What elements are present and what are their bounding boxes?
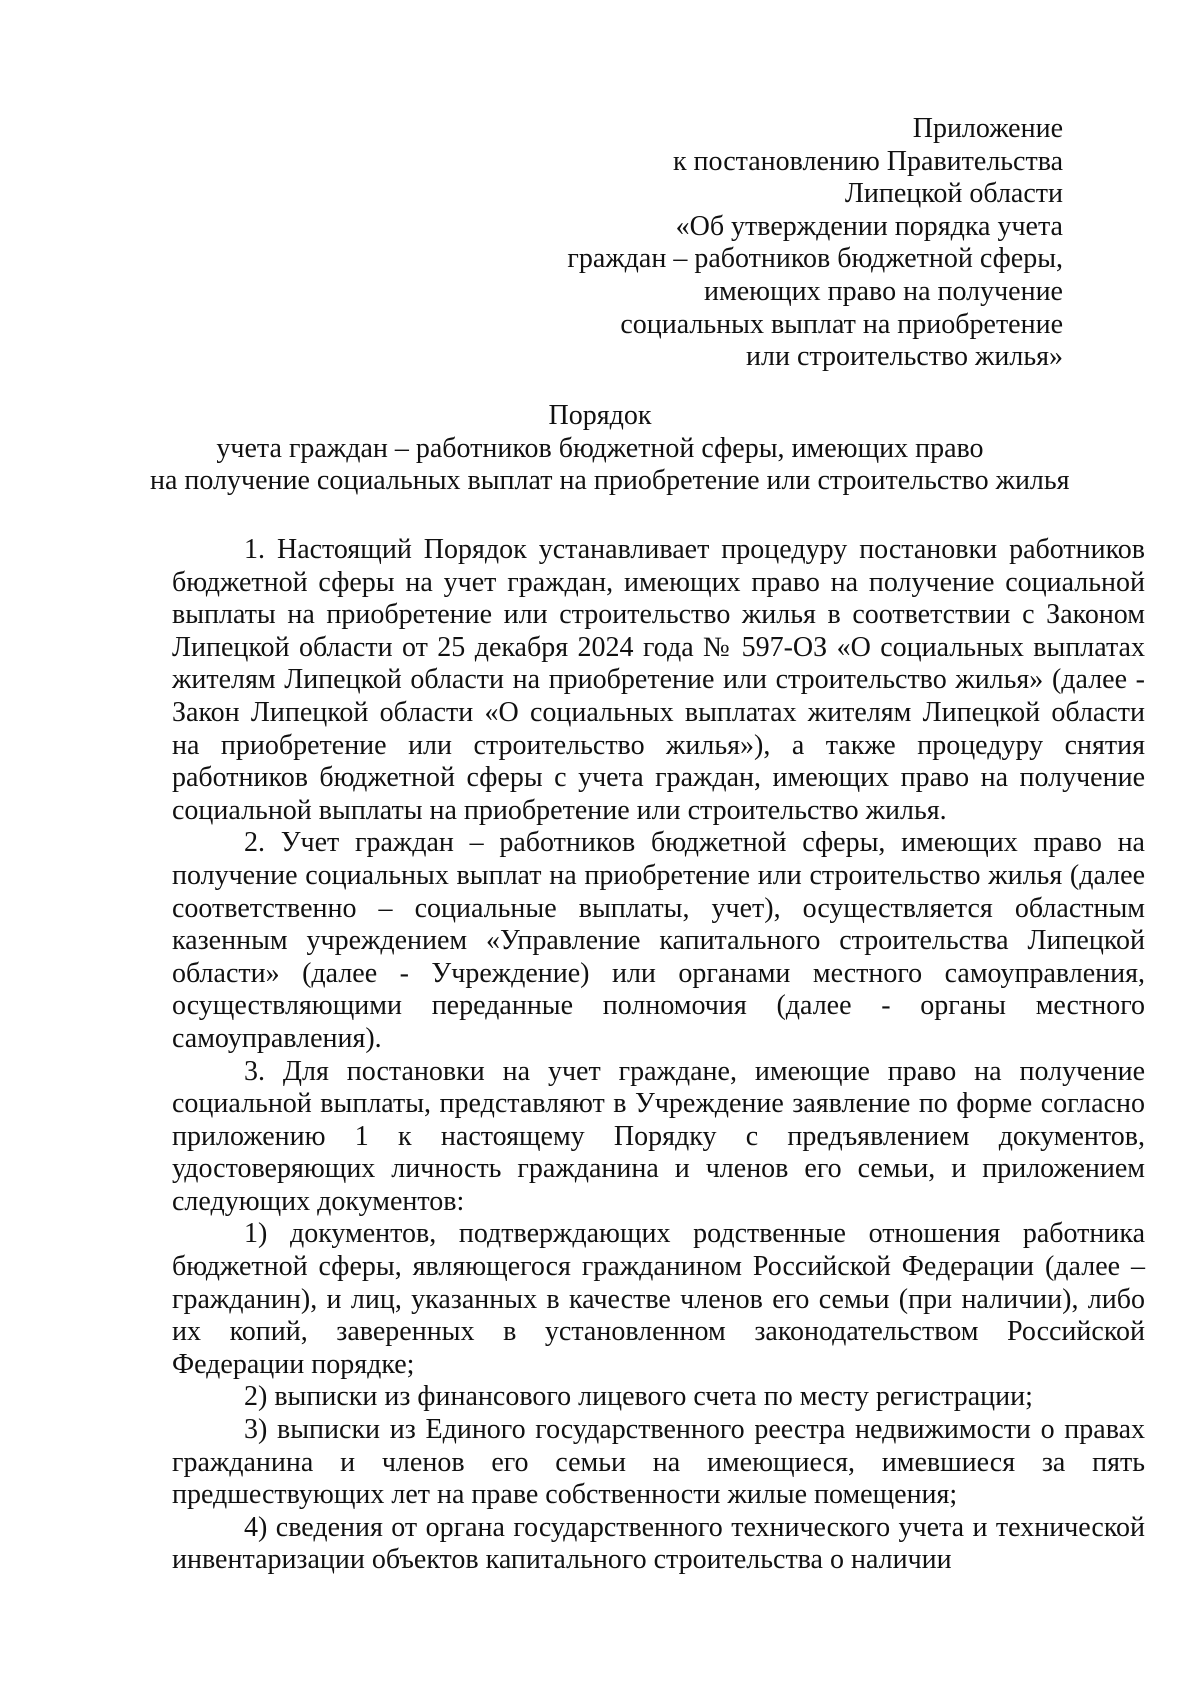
appendix-header [443,113,1063,374]
document-title [150,400,1070,498]
appendix-line: к постановлению Правительства [672,145,1063,177]
list-item-1: 1) документов, подтверждающих родственные отношения работника бюджетной сферы, являющегося гражданином Российской Федерации (далее – гражданин), и лиц, указанных в качестве членов его семьи (при наличии), либо их копий, заверенных в установленном законодательством Российской Федерации порядке; [172,1218,1145,1380]
list-item-4: 4) сведения от органа государственного технического учета и технической инвентаризации объектов капитального строительства о наличии [172,1511,1145,1576]
appendix-line: Липецкой области [844,178,1063,210]
paragraph-2: 2. Учет граждан – работников бюджетной сферы, имеющих право на получение социальных выплат на приобретение или строительство жилья (далее соответственно – социальные выплаты, учет), осуществляется областным казенным учреждением «Управление капитального строительства Липецкой области» (далее - Учреждение) или органами местного самоуправления, осуществляющими переданные полномочия (далее - органы местного самоуправления). [172,827,1145,1054]
appendix-line: граждан – работников бюджетной сферы, [567,243,1063,275]
title-heading: Порядок [548,400,652,431]
paragraph-1: 1. Настоящий Порядок устанавливает процедуру постановки работников бюджетной сферы на учет граждан, имеющих право на получение социальной выплаты на приобретение или строительство жилья в соответствии с Законом Липецкой области от 25 декабря 2024 года № 597-ОЗ «О социальных выплатах жителям Липецкой области на приобретение или строительство жилья» (далее - Закон Липецкой области «О социальных выплатах жителям Липецкой области на приобретение или строительство жилья»), а также процедуру снятия работников бюджетной сферы с учета граждан, имеющих право на получение социальной выплаты на приобретение или строительство жилья. [172,534,1145,826]
list-item-3: 3) выписки из Единого государственного реестра недвижимости о правах гражданина и членов его семьи на имеющиеся, имевшиеся за пять предшествующих лет на праве собственности жилые помещения; [172,1414,1145,1511]
title-subtitle-line: на получение социальных выплат на приобретение или строительство жилья [150,465,1070,497]
appendix-line: «Об утверждении порядка учета [675,210,1063,242]
document-body [172,534,1145,1577]
appendix-line: социальных выплат на приобретение [620,308,1063,340]
title-subtitle-line: учета граждан – работников бюджетной сферы, имеющих право [216,432,984,464]
appendix-line: имеющих право на получение [704,275,1063,307]
paragraph-3: 3. Для постановки на учет граждане, имеющие право на получение социальной выплаты, представляют в Учреждение заявление по форме согласно приложению 1 к настоящему Порядку с предъявлением документов, удостоверяющих личность гражданина и членов его семьи, и приложением следующих документов: [172,1055,1145,1217]
appendix-line: или строительство жилья» [746,341,1063,373]
list-item-2: 2) выписки из финансового лицевого счета по месту регистрации; [244,1381,1033,1413]
appendix-line: Приложение [912,113,1063,144]
